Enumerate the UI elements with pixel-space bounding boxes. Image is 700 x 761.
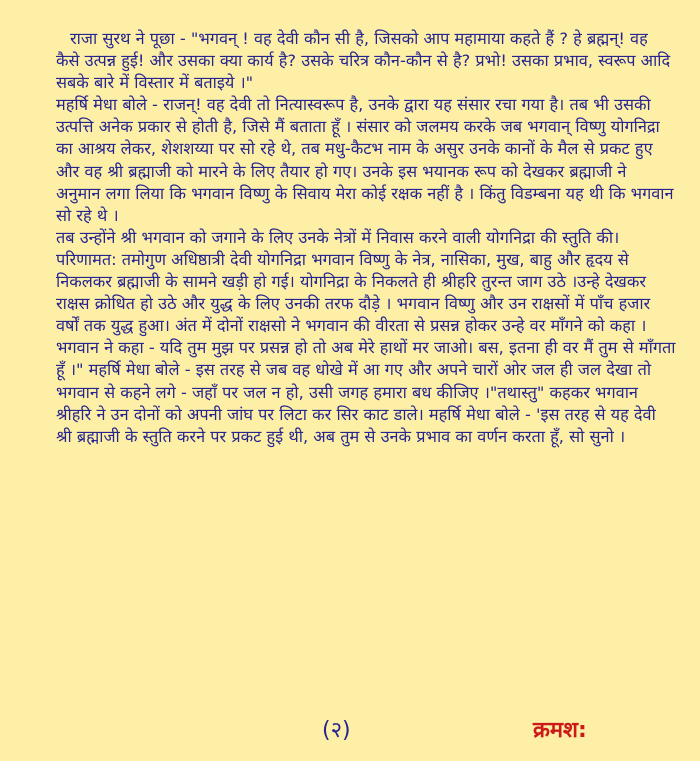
continued-label: क्रमश: <box>533 718 587 743</box>
paragraph-boon-and-slaying: भगवान ने कहा - यदि तुम मुझ पर प्रसन्न हो तो अब मेरे हाथों मर जाओ। बस, इतना ही वर मैं तुम से माँगता हूँ ।" महर्षि मेधा बोले - इस तरह से जब वह धोखे में आ गए और अपने चारों ओर जल ही जल देखा तो भगवान से कहने लगे - जहाँ पर जल न हो, उसी जगह हमारा बध कीजिए ।"तथास्तु" कहकर भगवान श्रीहरि ने उन दोनों को अपनी जांघ पर लिटा कर सिर काट डाले। महर्षि मेधा बोले - 'इस तरह से यह देवी श्री ब्रह्माजी के स्तुति करने पर प्रकट हुई थी, अब तुम से उनके प्रभाव का वर्णन करता हूँ, सो सुनो । <box>56 338 676 446</box>
page-footer <box>0 714 700 746</box>
body-text <box>56 28 676 448</box>
paragraph-yoganidra-praise: तब उन्होंने श्री भगवान को जगाने के लिए उनके नेत्रों में निवास करने वाली योगनिद्रा की स्तुति की। परिणामत: तमोगुण अधिष्ठात्री देवी योगनिद्रा भगवान विष्णु के नेत्र, नासिका, मुख, बाहु और हृदय से निकलकर ब्रह्माजी के सामने खड़ी हो गई। योगनिद्रा के निकलते ही श्रीहरि तुरन्त जाग उठे ।उन्हे देखकर राक्षस क्रोधित हो उठे और युद्ध के लिए उनकी तरफ दौड़े । भगवान विष्णु और उन राक्षसों में पाँच हजार वर्षों तक युद्ध हुआ। अंत में दोनों राक्षसो ने भगवान की वीरता से प्रसन्न होकर उन्हे वर माँगने को कहा । <box>56 227 651 336</box>
paragraph-medha-reply: महर्षि मेधा बोले - राजन्! वह देवी तो नित्यास्वरूप है, उनके द्वारा यह संसार रचा गया है। तब भी उसकी उत्पत्ति अनेक प्रकार से होती है, जिसे मैं बताता हूँ । संसार को जलमय करके जब भगवान् विष्णु योगनिद्रा का आश्रय लेकर, शेशशय्या पर सो रहे थे, तब मधु-कैटभ नाम के असुर उनके कानों के मैल से प्रकट हुए और वह श्री ब्रह्माजी को मारने के लिए तैयार हो गए। उनके इस भयानक रूप को देखकर ब्रह्माजी ने अनुमान लगा लिया कि भगवान विष्णु के सिवाय मेरा कोई रक्षक नहीं है । किंतु विडम्बना यह थी कि भगवान सो रहे थे । <box>56 95 674 225</box>
paragraph-king-question: राजा सुरथ ने पूछा - "भगवन् ! वह देवी कौन सी है, जिसको आप महामाया कहते हैं ? हे ब्रह्मन्! वह कैसे उत्पन्न हुई! और उसका क्या कार्य है? उसके चरित्र कौन-कौन से है? प्रभो! उसका प्रभाव, स्वरूप आदि सबके बारे में विस्तार में बताइये ।" <box>56 29 671 93</box>
page-number: (२) <box>322 718 351 743</box>
